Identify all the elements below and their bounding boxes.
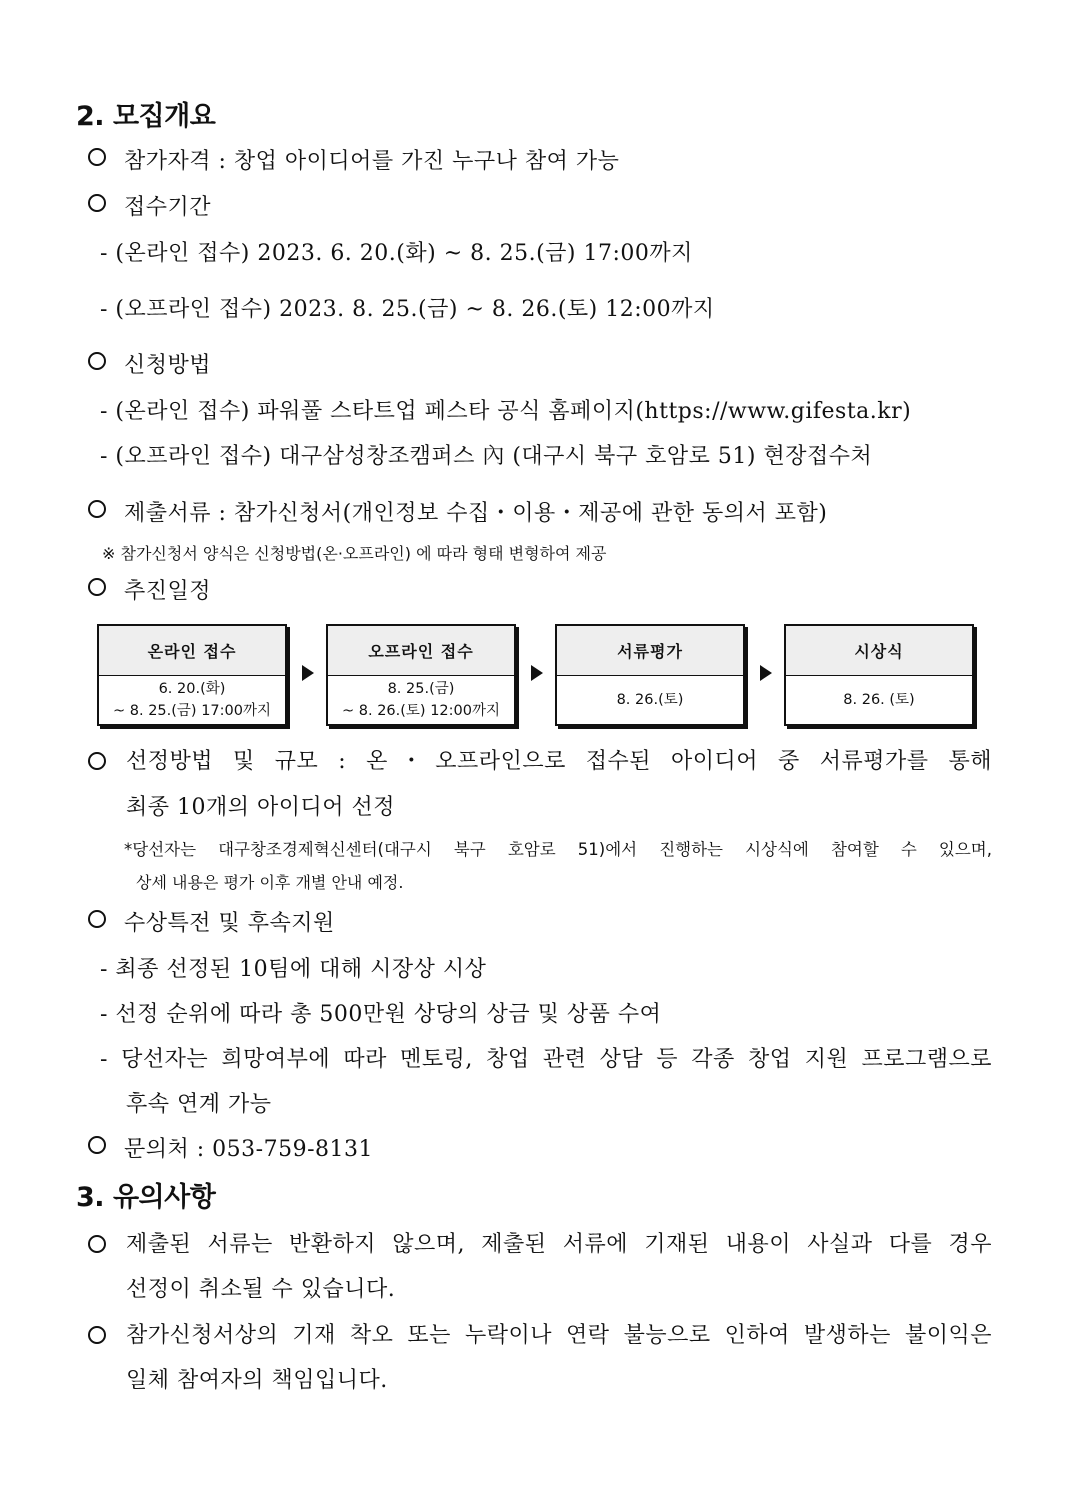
arrow-right-icon [302,665,314,681]
notice-2: 참가신청서상의 기재 착오 또는 누락이나 연락 불능으로 인하여 발생하는 불이익은 [88,1318,992,1349]
schedule-step-date: 8. 26. (토) [843,691,915,708]
schedule-step-title: 오프라인 접수 [328,626,514,676]
circle-bullet-icon [88,352,106,370]
schedule-step-ceremony [784,624,974,726]
award-1: - 최종 선정된 10팀에 대해 시장상 시상 [100,957,487,982]
schedule-step-date: 8. 26.(토) [616,691,684,708]
schedule-step-review [555,624,745,726]
schedule-step-offline [326,624,516,726]
selection-line-2: 최종 10개의 아이디어 선정 [126,795,395,820]
arrow-right-icon [760,665,772,681]
circle-bullet-icon [88,578,106,596]
contact-item: 문의처 : 053-759-8131 [88,1132,373,1163]
documents-note: ※ 참가신청서 양식은 신청방법(온·오프라인) 에 따라 형태 변형하여 제공 [102,544,607,563]
notice-1-line-2: 선정이 취소될 수 있습니다. [126,1277,396,1302]
circle-bullet-icon [88,1235,106,1253]
circle-bullet-icon [88,752,106,770]
eligibility-item: 참가자격 : 창업 아이디어를 가진 누구나 참여 가능 [88,144,619,175]
section-2-title: 2. 모집개요 [76,101,216,132]
schedule-step-title: 시상식 [786,626,972,676]
notice-2-line-2: 일체 참여자의 책임입니다. [126,1368,388,1393]
period-online: - (온라인 접수) 2023. 6. 20.(화) ~ 8. 25.(금) 17:00까지 [100,241,693,266]
schedule-step-title: 온라인 접수 [99,626,285,676]
award-3-line-2: 후속 연계 가능 [126,1092,272,1117]
method-item: 신청방법 [88,348,211,379]
circle-bullet-icon [88,194,106,212]
circle-bullet-icon [88,148,106,166]
schedule-step-date-end: ~ 8. 25.(금) 17:00까지 [113,702,271,719]
circle-bullet-icon [88,1326,106,1344]
section-3-title: 3. 유의사항 [76,1182,216,1213]
schedule-step-date-end: ~ 8. 26.(토) 12:00까지 [342,702,500,719]
documents-item: 제출서류 : 참가신청서(개인정보 수집・이용・제공에 관한 동의서 포함) [88,496,827,527]
method-offline: - (오프라인 접수) 대구삼성창조캠퍼스 內 (대구시 북구 호암로 51) 현장접수처 [100,444,873,469]
notice-1: 제출된 서류는 반환하지 않으며, 제출된 서류에 기재된 내용이 사실과 다를 경우 [88,1227,992,1258]
schedule-step-date: 6. 20.(화) [158,680,226,697]
award-item: 수상특전 및 후속지원 [88,906,335,937]
period-item: 접수기간 [88,190,211,221]
award-3: - 당선자는 희망여부에 따라 멘토링, 창업 관련 상담 등 각종 창업 지원 프로그램으로 [100,1047,992,1072]
method-online: - (온라인 접수) 파워풀 스타트업 페스타 공식 홈페이지(https://www.gifesta.kr) [100,399,912,424]
circle-bullet-icon [88,1136,106,1154]
period-offline: - (오프라인 접수) 2023. 8. 25.(금) ~ 8. 26.(토) 12:00까지 [100,297,715,322]
selection-note-1: *당선자는 대구창조경제혁신센터(대구시 북구 호암로 51)에서 진행하는 시상식에 참여할 수 있으며, [124,840,992,859]
arrow-right-icon [531,665,543,681]
circle-bullet-icon [88,910,106,928]
schedule-item: 추진일정 [88,574,211,605]
schedule-step-date: 8. 25.(금) [387,680,455,697]
schedule-step-online [97,624,287,726]
award-2: - 선정 순위에 따라 총 500만원 상당의 상금 및 상품 수여 [100,1002,662,1027]
selection-item: 선정방법 및 규모 : 온・오프라인으로 접수된 아이디어 중 서류평가를 통해 [88,744,992,775]
circle-bullet-icon [88,500,106,518]
selection-note-2: 상세 내용은 평가 이후 개별 안내 예정. [136,873,404,892]
schedule-step-title: 서류평가 [557,626,743,676]
